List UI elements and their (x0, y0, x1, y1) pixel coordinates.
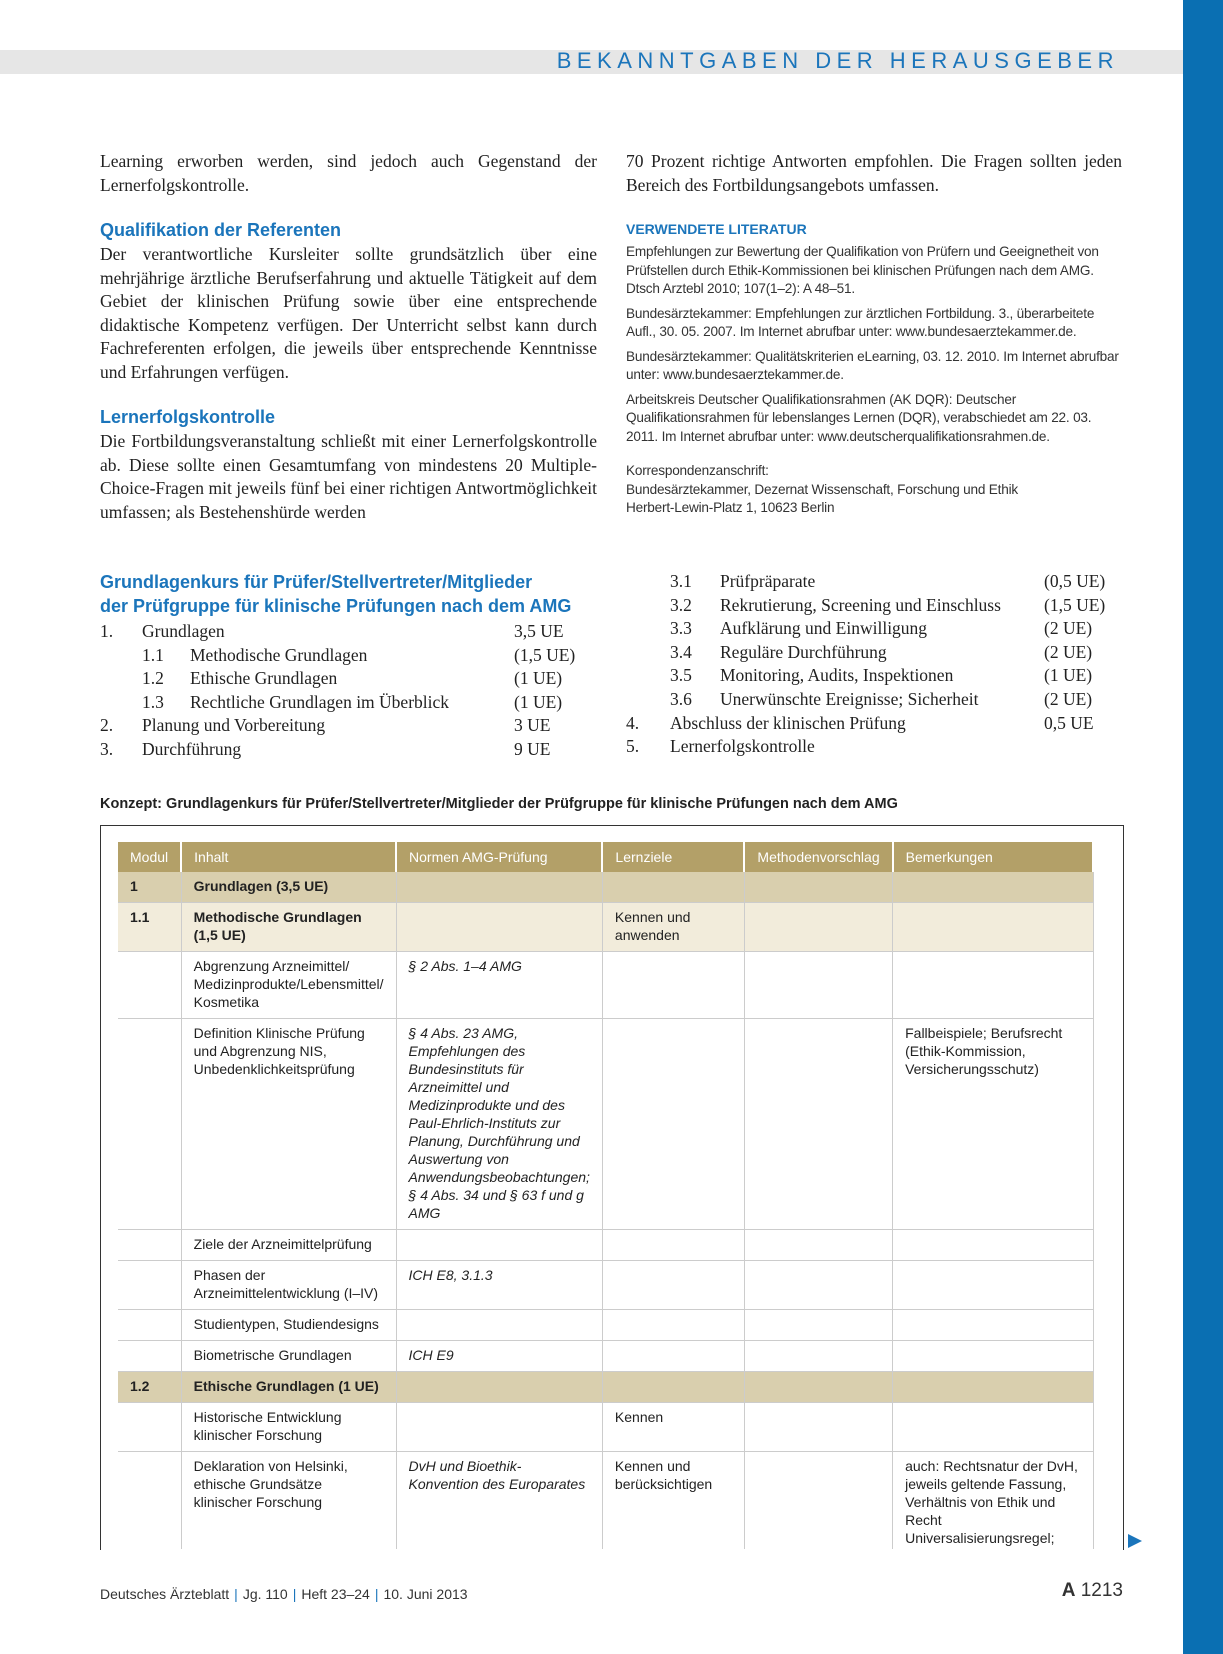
concept-table (118, 842, 1104, 1549)
course-item (100, 691, 600, 715)
table-cell (118, 1019, 181, 1230)
table-cell (602, 1261, 744, 1310)
table-cell: 1.2 (118, 1372, 181, 1403)
table-cell (602, 872, 744, 903)
table-cell (893, 903, 1094, 952)
table-row (118, 1261, 1093, 1310)
course-title-line: der Prüfgruppe für klinische Prüfungen nach dem AMG (100, 596, 572, 616)
table-cell (118, 1230, 181, 1261)
table-cell: Ethische Grundlagen (1 UE) (181, 1372, 396, 1403)
table-header-row (118, 842, 1093, 872)
course-item (626, 688, 1126, 712)
table-cell: ICH E9 (396, 1341, 602, 1372)
course-item (100, 644, 600, 668)
table-cell: Kennen und berücksichtigen (602, 1452, 744, 1550)
course-item (100, 714, 600, 738)
table-cell (396, 1230, 602, 1261)
table-row (118, 1403, 1093, 1452)
correspondence-line: Herbert-Lewin-Platz 1, 10623 Berlin (626, 500, 835, 515)
table-cell (893, 1261, 1094, 1310)
table-cell (893, 1230, 1094, 1261)
journal-date: 10. Juni 2013 (383, 1586, 468, 1602)
left-text-column (100, 150, 597, 524)
table-cell (602, 1019, 744, 1230)
table-cell (602, 1341, 744, 1372)
section-header-title: BEKANNTGABEN DER HERAUSGEBER (556, 48, 1119, 73)
course-items-right (626, 570, 1126, 759)
table-row (118, 1341, 1093, 1372)
table-cell: auch: Rechtsnatur der DvH, jeweils geltende Fassung, Verhältnis von Ethik und Recht Universalisierungsregel; (893, 1452, 1094, 1550)
course-item-num: 3.6 (670, 688, 692, 709)
course-item-label: Reguläre Durchführung (720, 641, 887, 662)
table-row (118, 952, 1093, 1019)
column-header: Lernziele (602, 842, 744, 872)
table-cell: 1 (118, 872, 181, 903)
page-prefix: A (1061, 1580, 1076, 1601)
table-row (118, 1230, 1093, 1261)
course-item-value: 3,5 UE (514, 621, 564, 641)
table-cell (744, 1372, 892, 1403)
course-item-num: 1.2 (142, 668, 164, 689)
table-cell (602, 952, 744, 1019)
course-item-num: 1.3 (142, 691, 164, 712)
table-cell (744, 1230, 892, 1261)
journal-issue: Heft 23–24 (301, 1586, 370, 1602)
course-item-label: Aufklärung und Einwilligung (720, 618, 928, 639)
course-item-label: Monitoring, Audits, Inspektionen (720, 665, 954, 686)
table-cell (744, 1452, 892, 1550)
journal-volume: Jg. 110 (242, 1586, 288, 1602)
table-row (118, 872, 1093, 903)
continue-arrow-icon (1128, 1534, 1142, 1548)
table-cell (893, 872, 1094, 903)
table-cell: Grundlagen (3,5 UE) (181, 872, 396, 903)
correspondence-label: Korrespondenzanschrift: (626, 463, 769, 478)
section-heading-referenten: Qualifikation der Referenten (100, 220, 342, 240)
course-item-value: 3 UE (514, 715, 551, 736)
table-cell (118, 1310, 181, 1341)
table-cell (396, 903, 602, 952)
concept-table-title: Konzept: Grundlagenkurs für Prüfer/Stellvertreter/Mitglieder der Prüfgruppe für klinische Prüfungen nach dem AMG (100, 796, 898, 812)
right-text-column (626, 150, 1122, 518)
table-cell (893, 952, 1094, 1019)
course-outline-right (626, 570, 1126, 759)
course-item-label: Unerwünschte Ereignisse; Sicherheit (720, 688, 979, 709)
course-item-label: Rechtliche Grundlagen im Überblick (190, 691, 450, 712)
table-cell: Methodische Grundlagen (1,5 UE) (181, 903, 396, 952)
course-item-label: Abschluss der klinischen Prüfung (670, 712, 906, 733)
course-title-line: Grundlagenkurs für Prüfer/Stellvertreter/Mitglieder (100, 572, 533, 592)
right-intro-text: 70 Prozent richtige Antworten empfohlen. Die Fragen sollten jeden Bereich des Fortbildungsangebots umfassen. (626, 151, 1122, 195)
course-item (626, 735, 1126, 759)
course-item-value: (1 UE) (1044, 665, 1093, 686)
course-outline-left (100, 570, 600, 762)
literature-entry: Bundesärztekammer: Empfehlungen zur ärztlichen Fortbildung. 3., überarbeitete Aufl., 30. 05. 2007. Im Internet abrufbar unter: www.bundesaerztekammer.de. (626, 305, 1095, 339)
table-cell (744, 1310, 892, 1341)
journal-name: Deutsches Ärzteblatt (100, 1586, 230, 1602)
table-row (118, 1019, 1093, 1230)
course-item-num: 1.1 (142, 644, 164, 665)
course-item (626, 570, 1126, 594)
table-cell (602, 1310, 744, 1341)
table-cell: Kennen und anwenden (602, 903, 744, 952)
literature-heading: VERWENDETE LITERATUR (626, 221, 807, 237)
table-cell (893, 1372, 1094, 1403)
course-item-label: Durchführung (142, 738, 242, 759)
table-cell (118, 1452, 181, 1550)
section-text-referenten: Der verantwortliche Kursleiter sollte grundsätzlich über eine mehrjährige ärztliche Berufserfahrung und aktuelle Tätigkeit auf dem Gebiet der klinischen Prüfung sowie über eine entsprechende didaktische Kompetenz verfügen. Der Unterricht selbst kann durch Fachreferenten erfolgen, die jeweils über entsprechende Kenntnisse und Erfahrungen verfügen. (100, 244, 597, 382)
table-cell: Biometrische Grundlagen (181, 1341, 396, 1372)
course-item-value: (0,5 UE) (1044, 571, 1106, 591)
course-item (100, 620, 600, 644)
course-item-value: (2 UE) (1044, 688, 1093, 709)
correspondence-line: Bundesärztekammer, Dezernat Wissenschaft, Forschung und Ethik (626, 481, 1019, 497)
left-intro-text: Learning erworben werden, sind jedoch auch Gegenstand der Lernerfolgskontrolle. (100, 151, 597, 195)
course-item-num: 4. (626, 712, 640, 733)
table-row (118, 903, 1093, 952)
table-cell: Ziele der Arzneimittelprüfung (181, 1230, 396, 1261)
table-cell (118, 952, 181, 1019)
course-item-num: 3.5 (670, 665, 692, 686)
column-header: Methodenvorschlag (744, 842, 892, 872)
course-item-label: Lernerfolgskontrolle (670, 736, 815, 757)
table-cell: Studientypen, Studiendesigns (181, 1310, 396, 1341)
course-item-value: (1,5 UE) (514, 644, 576, 665)
table-cell: Kennen (602, 1403, 744, 1452)
table-cell: ICH E8, 3.1.3 (396, 1261, 602, 1310)
table-cell (602, 1230, 744, 1261)
course-item-num: 3. (100, 738, 114, 759)
column-header: Inhalt (181, 842, 396, 872)
table-cell (893, 1341, 1094, 1372)
course-item (626, 617, 1126, 641)
course-item-label: Planung und Vorbereitung (142, 715, 326, 736)
column-header: Normen AMG-Prüfung (396, 842, 602, 872)
table-cell (744, 1019, 892, 1230)
table-cell: § 4 Abs. 23 AMG, Empfehlungen des Bundesinstituts für Arzneimittel und Medizinprodukte und des Paul-Ehrlich-Instituts zur Planung, Durchführung und Auswertung von Anwendungsbeobachtungen; § 4 Abs. 34 und § 63 f und g AMG (396, 1019, 602, 1230)
table-cell: Deklaration von Helsinki, ethische Grundsätze klinischer Forschung (181, 1452, 396, 1550)
table-cell: § 2 Abs. 1–4 AMG (396, 952, 602, 1019)
table-cell (118, 1261, 181, 1310)
table-cell (744, 872, 892, 903)
table-cell: Historische Entwicklung klinischer Forschung (181, 1403, 396, 1452)
table-cell (744, 1403, 892, 1452)
course-item-value: (1 UE) (514, 668, 563, 689)
page-number-value: 1213 (1080, 1580, 1123, 1601)
literature-entry: Arbeitskreis Deutscher Qualifikationsrahmen (AK DQR): Deutscher Qualifikationsrahmen für lebenslanges Lernen (DQR), verabschiedet am 22. 03. 2011. Im Internet abrufbar unter: www.deutscherqualifikationsrahmen.de. (626, 391, 1092, 444)
table-cell (396, 872, 602, 903)
course-item-label: Methodische Grundlagen (190, 644, 368, 665)
table-cell (744, 1341, 892, 1372)
course-items-left (100, 620, 600, 762)
course-item-num: 3.1 (670, 571, 692, 591)
table-row (118, 1372, 1093, 1403)
course-item-label: Ethische Grundlagen (190, 668, 338, 689)
course-item-value: 0,5 UE (1044, 712, 1094, 733)
course-item-num: 3.3 (670, 618, 692, 639)
course-item (100, 738, 600, 762)
table-cell: DvH und Bioethik-Konvention des Europarates (396, 1452, 602, 1550)
section-heading-lernerfolgskontrolle: Lernerfolgskontrolle (100, 407, 276, 427)
table-row (118, 1452, 1093, 1550)
table-cell (744, 952, 892, 1019)
course-item-num: 3.2 (670, 594, 692, 615)
table-cell: Definition Klinische Prüfung und Abgrenzung NIS, Unbedenklichkeitsprüfung (181, 1019, 396, 1230)
course-item (626, 664, 1126, 688)
table-cell (744, 1261, 892, 1310)
course-item (626, 594, 1126, 618)
course-item-value: (2 UE) (1044, 641, 1093, 662)
table-body (118, 872, 1093, 1549)
course-item-value: 9 UE (514, 738, 551, 759)
column-header: Modul (118, 842, 181, 872)
table-cell (602, 1372, 744, 1403)
table-cell (396, 1310, 602, 1341)
course-item (626, 712, 1126, 736)
course-item-num: 3.4 (670, 641, 692, 662)
course-item-num: 5. (626, 736, 640, 757)
table-cell (893, 1310, 1094, 1341)
table-cell (396, 1372, 602, 1403)
literature-entry: Empfehlungen zur Bewertung der Qualifikation von Prüfern und Geeignetheit von Prüfstellen durch Ethik-Kommissionen bei klinischen Prüfungen nach dem AMG. Dtsch Arztebl 2010; 107(1–2): A 48–51. (626, 244, 1099, 296)
side-color-bar (1183, 0, 1223, 1654)
table-cell: Phasen der Arzneimittelentwicklung (I–IV) (181, 1261, 396, 1310)
table-cell (118, 1403, 181, 1452)
course-item-value: (1,5 UE) (1044, 594, 1106, 615)
footer: Deutsches Ärzteblatt | Jg. 110 | Heft 23–24 | 10. Juni 2013 (100, 1586, 468, 1602)
section-text-lernerfolgskontrolle: Die Fortbildungsveranstaltung schließt mit einer Lernerfolgskontrolle ab. Diese sollte einen Gesamtumfang von mindestens 20 Multiple-Choice-Fragen mit jeweils fünf bei einer richtigen Antwortmöglichkeit umfassen; als Bestehenshürde werden (100, 431, 597, 522)
table-cell: 1.1 (118, 903, 181, 952)
literature-entry: Bundesärztekammer: Qualitätskriterien eLearning, 03. 12. 2010. Im Internet abrufbar unter: www.bundesaerztekammer.de. (626, 348, 1119, 382)
course-item (100, 667, 600, 691)
column-header: Bemerkungen (893, 842, 1094, 872)
course-item (626, 641, 1126, 665)
table-cell: Fallbeispiele; Berufsrecht (Ethik-Kommission, Versicherungsschutz) (893, 1019, 1094, 1230)
table-cell (744, 903, 892, 952)
table-cell (396, 1403, 602, 1452)
table-row (118, 1310, 1093, 1341)
course-item-num: 1. (100, 621, 114, 641)
course-item-num: 2. (100, 715, 114, 736)
course-item-label: Grundlagen (142, 621, 225, 641)
table-cell (118, 1341, 181, 1372)
table-cell: Abgrenzung Arzneimittel/ Medizinprodukte/Lebensmittel/ Kosmetika (181, 952, 396, 1019)
course-item-label: Rekrutierung, Screening und Einschluss (720, 594, 1001, 615)
course-title (100, 570, 600, 618)
course-item-label: Prüfpräparate (720, 571, 816, 591)
page-number (1062, 1580, 1123, 1602)
course-item-value: (1 UE) (514, 691, 563, 712)
course-item-value: (2 UE) (1044, 618, 1093, 639)
table-cell (893, 1403, 1094, 1452)
